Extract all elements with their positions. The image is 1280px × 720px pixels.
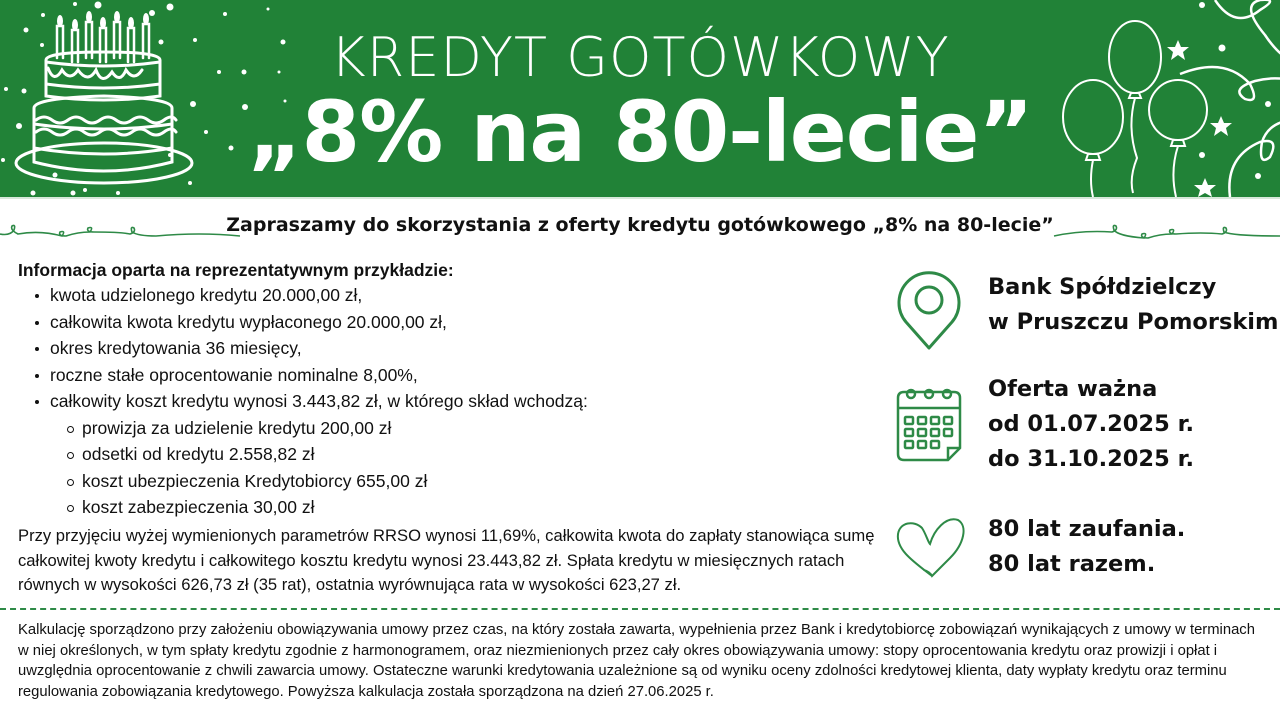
- validity-text: Oferta ważna od 01.07.2025 r. do 31.10.2025 r.: [988, 376, 1195, 472]
- rrso-paragraph: Przy przyjęciu wyżej wymienionych parametrów RRSO wynosi 11,69%, całkowita kwota do zapłaty stanowiąca sumę całkowitej kwoty kredytu i całkowitego kosztu kredytu wynosi 23.443,82 zł. Spłata kredytu w miesięcznych ratach równych w wysokości 626,73 zł (35 rat), ostatnia wyrównująca rata w wysokości 623,27 zł.: [18, 526, 875, 594]
- subtitle-row: [0, 212, 1280, 246]
- promo-banner: [0, 0, 1280, 197]
- offer-validity: [894, 372, 1280, 482]
- subtitle: Zapraszamy do skorzystania z oferty kredytu gotówkowego „8% na 80-lecie”: [226, 214, 1054, 236]
- calendar-icon: [894, 384, 964, 474]
- sub-list-item: prowizja za udzielenie kredytu 200,00 zł: [18, 415, 878, 442]
- sub-list-item: odsetki od kredytu 2.558,82 zł: [18, 441, 878, 468]
- list-item: okres kredytowania 36 miesięcy,: [18, 335, 878, 362]
- list-item: roczne stałe oprocentowanie nominalne 8,00%,: [18, 362, 878, 389]
- list-item: całkowita kwota kredytu wypłaconego 20.000,00 zł,: [18, 309, 878, 336]
- example-heading: Informacja oparta na reprezentatywnym przykładzie:: [18, 260, 454, 280]
- motto: [894, 512, 1280, 592]
- location-pin-icon: [894, 270, 964, 350]
- calculation-footnote: Kalkulację sporządzono przy założeniu obowiązywania umowy przez czas, na który została zawarta, wypełnienia przez Bank i kredytobiorcę zobowiązań wynikających z umowy w terminach w niej określonych, w tym spłaty kredytu zgodnie z harmonogramem, oraz niezmienionych przez cały okres obowiązywania umowy: stopy oprocentowania kredytu oraz prowizji i opłat i uwzględnia oprocentowanie z chwili zawarcia umowy. Ostateczne warunki kredytowania uzależnione są od wyniku oceny zdolności kredytowej klienta, daty wypłaty kredytu oraz terminu regulowania zobowiązania kredytowego. Powyższa kalkulacja została sporządzona na dzień 27.06.2025 r.: [18, 622, 1255, 700]
- sub-list-item: koszt zabezpieczenia 30,00 zł: [18, 494, 878, 521]
- sub-list-item: koszt ubezpieczenia Kredytobiorcy 655,00 zł: [18, 468, 878, 495]
- bank-name: Bank Spółdzielczy w Pruszczu Pomorskim: [988, 274, 1279, 335]
- heart-icon: [894, 514, 968, 580]
- list-item: kwota udzielonego kredytu 20.000,00 zł,: [18, 282, 878, 309]
- motto-text: 80 lat zaufania. 80 lat razem.: [988, 516, 1186, 577]
- banner-title-main: „8% na 80-lecie”: [247, 83, 1033, 181]
- banner-divider: [0, 197, 1280, 199]
- squiggle-right-icon: [1052, 212, 1280, 246]
- representative-example: [18, 258, 878, 521]
- example-list: [18, 282, 878, 521]
- dashed-divider: [0, 608, 1280, 610]
- list-item: całkowity koszt kredytu wynosi 3.443,82 zł, w którego skład wchodzą:: [18, 388, 878, 415]
- banner-title-top: KREDYT GOTÓWKOWY: [330, 26, 950, 89]
- bank-info: [894, 270, 1280, 350]
